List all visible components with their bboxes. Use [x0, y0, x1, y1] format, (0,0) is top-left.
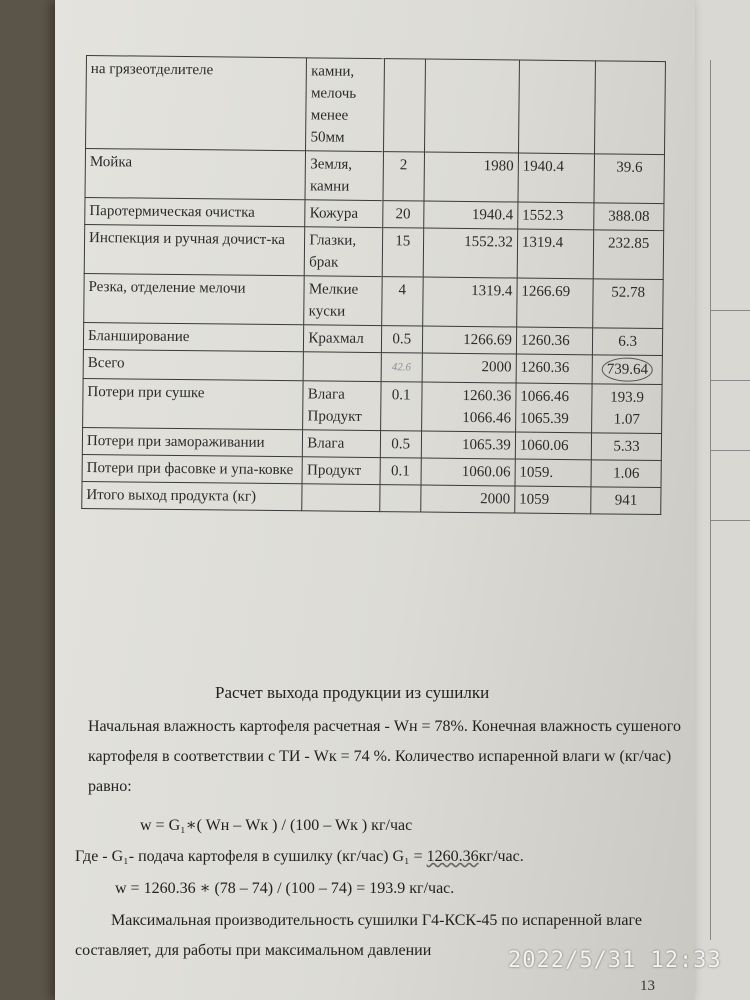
output-cell [518, 60, 595, 154]
percent-cell: 4 [381, 277, 423, 326]
output-cell: 1319.4 [517, 229, 594, 279]
stage-cell: Итого выход продукта (кг) [82, 481, 303, 510]
loss-cell [595, 61, 666, 155]
paragraph-where [75, 848, 675, 866]
formula-calculation: w = 1260.36 ∗ (78 – 74) / (100 – 74) = 193.9 кг/час. [115, 880, 455, 897]
input-cell: 2000 [421, 485, 515, 513]
stage-cell: Мойка [85, 149, 306, 200]
waste-cell: Крахмал [304, 325, 381, 353]
waste-cell: Земля, камни [305, 151, 383, 201]
waste-cell: Глазки, брак [305, 227, 383, 277]
feed-value: 1260.36 [426, 848, 479, 865]
input-cell [424, 59, 519, 153]
stage-cell: Всего [83, 349, 304, 380]
input-cell: 1065.39 [421, 431, 515, 459]
photo-timestamp: 2022/5/31 12:33 [508, 948, 722, 973]
output-cell: 1066.46 1065.39 [515, 383, 592, 433]
stage-cell: Бланширование [83, 322, 304, 351]
percent-cell [383, 59, 425, 152]
loss-cell: 1.06 [591, 460, 661, 488]
output-cell: 1266.69 [517, 278, 594, 328]
loss-cell: 5.33 [592, 433, 662, 461]
loss-cell: 39.6 [594, 154, 664, 204]
page-number: 13 [640, 978, 655, 994]
table-row [85, 149, 664, 204]
loss-cell: 388.08 [594, 203, 664, 231]
waste-cell: Влага Продукт [303, 381, 381, 431]
percent-cell: 0.1 [380, 382, 422, 431]
loss-cell [592, 355, 662, 385]
table-row [83, 378, 662, 433]
stage-cell: Резка, отделение мелочи [84, 273, 305, 324]
output-cell: 1552.3 [518, 202, 595, 230]
percent-cell: 2 [383, 152, 425, 201]
stage-cell: Потери при сушке [83, 378, 304, 429]
output-cell: 1060.06 [515, 432, 592, 460]
stage-cell: Потери при фасовке и упа-ковке [82, 454, 303, 483]
paragraph-moisture: Начальная влажность картофеля расчетная - Wн = 78%. Конечная влажность сушеного картофеля в соответствии с ТИ - Wк = 74 %. Количество испаренной влаги w (кг/час) равно: [88, 718, 681, 795]
table-row [84, 273, 663, 328]
input-cell: 1260.36 1066.46 [421, 382, 516, 432]
where-text: Где - G₁- подача картофеля в сушилку (кг/час) G₁ = [75, 848, 427, 865]
circled-total-loss: 739.64 [602, 357, 653, 382]
percent-cell [379, 485, 420, 512]
input-cell: 1980 [424, 152, 519, 202]
percent-cell: 0.1 [380, 458, 421, 485]
stage-cell: на грязеотделителе [86, 56, 307, 151]
document-page [55, 0, 695, 1000]
table-row [86, 56, 666, 155]
waste-cell: Продукт [302, 457, 379, 485]
section-title: Расчет выхода продукции из сушилки [215, 683, 490, 702]
stage-cell: Потери при замораживании [82, 427, 303, 456]
loss-cell: 193.9 1.07 [592, 384, 662, 434]
loss-cell: 52.78 [593, 279, 663, 329]
percent-cell [381, 353, 423, 382]
waste-cell [302, 484, 379, 512]
input-cell: 2000 [422, 353, 516, 383]
input-cell: 1319.4 [422, 277, 517, 327]
waste-cell: камни, мелочь менее 50мм [306, 58, 384, 152]
paragraph-capacity: Максимальная производительность сушилки Г4-КСК-45 по испаренной влаге составляет, для работы при максимальном давлении [75, 912, 642, 959]
input-cell: 1266.69 [422, 326, 516, 354]
waste-cell: Влага [303, 430, 380, 458]
waste-cell: Мелкие куски [304, 276, 382, 326]
yield-table [81, 55, 666, 515]
percent-cell: 20 [382, 201, 423, 228]
output-cell: 1940.4 [518, 153, 595, 203]
table-row [82, 481, 661, 514]
pencil-note: 42.6 [391, 361, 412, 374]
percent-cell: 0.5 [380, 431, 421, 458]
waste-cell [303, 352, 381, 382]
stage-cell: Инспекция и ручная дочист-ка [84, 224, 305, 275]
output-cell: 1059. [515, 459, 592, 487]
output-cell: 1059 [515, 486, 592, 514]
loss-cell: 6.3 [593, 328, 663, 356]
formula-evaporation: w = G₁∗( Wн – Wк ) / (100 – Wк ) кг/час [140, 817, 413, 834]
input-cell: 1060.06 [421, 458, 515, 486]
loss-cell: 232.85 [593, 230, 663, 280]
output-cell: 1260.36 [516, 327, 593, 355]
table-row [84, 224, 663, 279]
output-cell: 1260.36 [516, 354, 593, 384]
percent-cell: 15 [382, 228, 424, 277]
waste-cell: Кожура [305, 200, 382, 228]
stage-cell: Паротермическая очистка [85, 197, 306, 226]
input-cell: 1940.4 [424, 201, 518, 229]
percent-cell: 0.5 [381, 326, 422, 353]
input-cell: 1552.32 [423, 228, 518, 278]
unit-text: кг/час. [478, 848, 524, 865]
loss-cell: 941 [591, 487, 661, 515]
